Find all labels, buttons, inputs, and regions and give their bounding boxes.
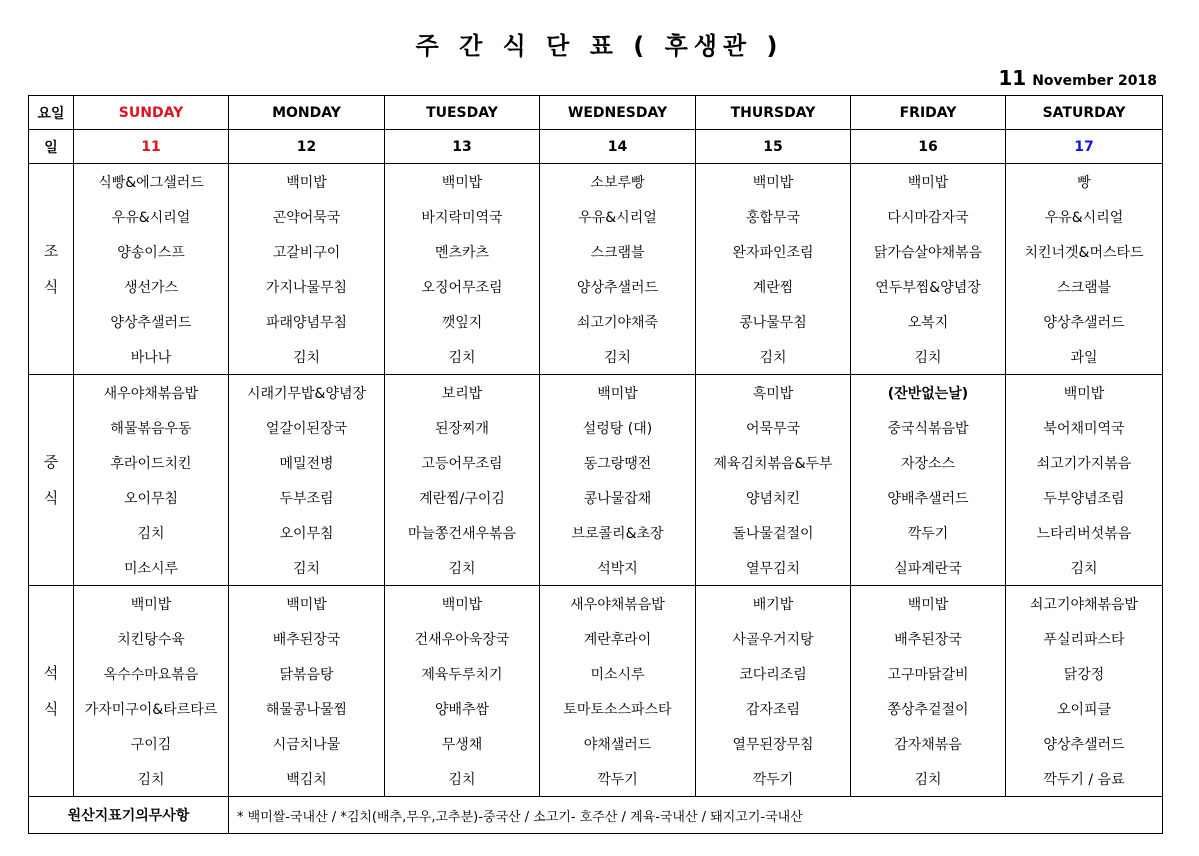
menu-item: 감자조림 xyxy=(696,691,851,726)
menu-item: 백김치 xyxy=(229,761,385,797)
menu-item: 스크램블 xyxy=(540,234,696,269)
menu-item: 김치 xyxy=(540,339,696,375)
menu-item: 새우야채볶음밥 xyxy=(540,586,696,622)
menu-item: 멘츠카츠 xyxy=(385,234,540,269)
dinner-row xyxy=(29,621,1163,656)
dinner-label-char-2: 식 xyxy=(43,700,59,718)
breakfast-row xyxy=(29,304,1163,339)
menu-item: 구이김 xyxy=(74,726,229,761)
menu-item: 가자미구이&타르타르 xyxy=(74,691,229,726)
menu-item: 백미밥 xyxy=(696,164,851,200)
menu-item: 백미밥 xyxy=(851,586,1006,622)
date-saturday: 17 xyxy=(1006,130,1163,164)
menu-item: 보리밥 xyxy=(385,375,540,411)
menu-item: 미소시루 xyxy=(540,656,696,691)
menu-item: 오이무침 xyxy=(229,515,385,550)
date-wednesday: 14 xyxy=(540,130,696,164)
menu-item: 가지나물무침 xyxy=(229,269,385,304)
menu-item: 백미밥 xyxy=(229,586,385,622)
menu-item: 소보루빵 xyxy=(540,164,696,200)
breakfast-row xyxy=(29,269,1163,304)
day-name-wednesday: WEDNESDAY xyxy=(540,96,696,130)
date-row xyxy=(29,130,1163,164)
dinner-label-char-1: 석 xyxy=(43,664,59,682)
menu-item: 식빵&에그샐러드 xyxy=(74,164,229,200)
breakfast-label-char-1: 조 xyxy=(43,242,59,260)
menu-item: 백미밥 xyxy=(540,375,696,411)
menu-item: 제육김치볶음&두부 xyxy=(696,445,851,480)
menu-item: 오복지 xyxy=(851,304,1006,339)
menu-item: 김치 xyxy=(1006,550,1163,586)
menu-item: 흑미밥 xyxy=(696,375,851,411)
menu-item: 양상추샐러드 xyxy=(1006,726,1163,761)
menu-item: 백미밥 xyxy=(1006,375,1163,411)
menu-item: 백미밥 xyxy=(385,586,540,622)
day-name-monday: MONDAY xyxy=(229,96,385,130)
dinner-label xyxy=(29,586,74,797)
menu-item: 돌나물겉절이 xyxy=(696,515,851,550)
menu-item: 양송이스프 xyxy=(74,234,229,269)
menu-item: 김치 xyxy=(229,339,385,375)
menu-item: 쇠고기야채볶음밥 xyxy=(1006,586,1163,622)
menu-item: 깻잎지 xyxy=(385,304,540,339)
menu-item: 푸실리파스타 xyxy=(1006,621,1163,656)
menu-item: 김치 xyxy=(74,761,229,797)
menu-item: 미소시루 xyxy=(74,550,229,586)
menu-item: 감자채볶음 xyxy=(851,726,1006,761)
menu-item: 자장소스 xyxy=(851,445,1006,480)
menu-item: 설렁탕 (대) xyxy=(540,410,696,445)
menu-item: 곤약어묵국 xyxy=(229,199,385,234)
menu-item: 동그랑땡전 xyxy=(540,445,696,480)
menu-item: 해물볶음우동 xyxy=(74,410,229,445)
day-name-thursday: THURSDAY xyxy=(696,96,851,130)
menu-item: 백미밥 xyxy=(74,586,229,622)
breakfast-row xyxy=(29,199,1163,234)
weekday-row xyxy=(29,96,1163,130)
dinner-row xyxy=(29,656,1163,691)
menu-date xyxy=(998,66,1157,90)
menu-item: 김치 xyxy=(851,339,1006,375)
menu-item: 양상추샐러드 xyxy=(1006,304,1163,339)
menu-item: 고등어무조림 xyxy=(385,445,540,480)
menu-item: 우유&시리얼 xyxy=(540,199,696,234)
menu-item: 계란후라이 xyxy=(540,621,696,656)
menu-item: 열무김치 xyxy=(696,550,851,586)
lunch-row xyxy=(29,445,1163,480)
date-month-year: November 2018 xyxy=(1032,73,1157,89)
menu-item: 김치 xyxy=(385,761,540,797)
menu-item: 얼갈이된장국 xyxy=(229,410,385,445)
breakfast-label xyxy=(29,164,74,375)
menu-item: 된장찌개 xyxy=(385,410,540,445)
origin-notice-label: 원산지표기의무사항 xyxy=(29,797,229,834)
menu-item: 코다리조림 xyxy=(696,656,851,691)
menu-item: (잔반없는날) xyxy=(851,375,1006,411)
menu-item: 양상추샐러드 xyxy=(74,304,229,339)
menu-item: 배기밥 xyxy=(696,586,851,622)
menu-item: 김치 xyxy=(385,339,540,375)
day-name-friday: FRIDAY xyxy=(851,96,1006,130)
menu-item: 깍두기 xyxy=(540,761,696,797)
menu-item: 실파계란국 xyxy=(851,550,1006,586)
menu-item: 깍두기 xyxy=(696,761,851,797)
menu-item: 닭강정 xyxy=(1006,656,1163,691)
date-friday: 16 xyxy=(851,130,1006,164)
menu-item: 두부양념조림 xyxy=(1006,480,1163,515)
date-day: 11 xyxy=(998,66,1027,90)
lunch-label-char-1: 중 xyxy=(43,453,59,471)
menu-item: 후라이드치킨 xyxy=(74,445,229,480)
origin-notice-text: * 백미쌀-국내산 / *김치(배추,무우,고추분)-중국산 / 소고기- 호주산 / 계육-국내산 / 돼지고기-국내산 xyxy=(229,797,1163,834)
menu-item: 중국식볶음밥 xyxy=(851,410,1006,445)
date-tuesday: 13 xyxy=(385,130,540,164)
menu-item: 백미밥 xyxy=(851,164,1006,200)
day-name-sunday: SUNDAY xyxy=(74,96,229,130)
menu-item: 오징어무조림 xyxy=(385,269,540,304)
menu-item: 콩나물무침 xyxy=(696,304,851,339)
breakfast-label-char-2: 식 xyxy=(43,278,59,296)
menu-item: 시금치나물 xyxy=(229,726,385,761)
menu-item: 고구마닭갈비 xyxy=(851,656,1006,691)
lunch-row xyxy=(29,515,1163,550)
menu-item: 쇠고기가지볶음 xyxy=(1006,445,1163,480)
menu-item: 열무된장무침 xyxy=(696,726,851,761)
breakfast-row xyxy=(29,164,1163,200)
menu-item: 치킨너겟&머스타드 xyxy=(1006,234,1163,269)
origin-notice-row xyxy=(29,797,1163,834)
menu-item: 백미밥 xyxy=(229,164,385,200)
menu-item: 어묵무국 xyxy=(696,410,851,445)
menu-item: 깍두기 / 음료 xyxy=(1006,761,1163,797)
menu-item: 메밀전병 xyxy=(229,445,385,480)
menu-item: 쇠고기야채죽 xyxy=(540,304,696,339)
dinner-row xyxy=(29,691,1163,726)
lunch-row xyxy=(29,375,1163,411)
menu-item: 사골우거지탕 xyxy=(696,621,851,656)
dinner-row xyxy=(29,586,1163,622)
menu-item: 바지락미역국 xyxy=(385,199,540,234)
menu-item: 제육두루치기 xyxy=(385,656,540,691)
breakfast-row xyxy=(29,234,1163,269)
date-thursday: 15 xyxy=(696,130,851,164)
menu-item: 북어채미역국 xyxy=(1006,410,1163,445)
menu-item: 김치 xyxy=(851,761,1006,797)
menu-item: 계란찜 xyxy=(696,269,851,304)
menu-item: 홍합무국 xyxy=(696,199,851,234)
menu-item: 토마토소스파스타 xyxy=(540,691,696,726)
menu-item: 과일 xyxy=(1006,339,1163,375)
lunch-row xyxy=(29,550,1163,586)
menu-item: 치킨탕수육 xyxy=(74,621,229,656)
lunch-row xyxy=(29,410,1163,445)
lunch-label-char-2: 식 xyxy=(43,489,59,507)
menu-item: 콩나물잡채 xyxy=(540,480,696,515)
menu-item: 다시마감자국 xyxy=(851,199,1006,234)
day-name-tuesday: TUESDAY xyxy=(385,96,540,130)
lunch-row xyxy=(29,480,1163,515)
menu-item: 쫑상추겉절이 xyxy=(851,691,1006,726)
menu-item: 깍두기 xyxy=(851,515,1006,550)
menu-item: 양배추쌈 xyxy=(385,691,540,726)
menu-item: 생선가스 xyxy=(74,269,229,304)
weekly-menu-table xyxy=(28,95,1163,834)
menu-item: 시래기무밥&양념장 xyxy=(229,375,385,411)
menu-item: 오이피클 xyxy=(1006,691,1163,726)
menu-body xyxy=(29,96,1163,834)
menu-item: 완자파인조림 xyxy=(696,234,851,269)
menu-item: 새우야채볶음밥 xyxy=(74,375,229,411)
dinner-row xyxy=(29,726,1163,761)
menu-item: 김치 xyxy=(385,550,540,586)
menu-item: 파래양념무침 xyxy=(229,304,385,339)
menu-item: 김치 xyxy=(229,550,385,586)
menu-item: 배추된장국 xyxy=(851,621,1006,656)
menu-item: 김치 xyxy=(74,515,229,550)
menu-item: 느타리버섯볶음 xyxy=(1006,515,1163,550)
menu-item: 마늘쫑건새우볶음 xyxy=(385,515,540,550)
menu-item: 닭볶음탕 xyxy=(229,656,385,691)
breakfast-row xyxy=(29,339,1163,375)
menu-item: 오이무침 xyxy=(74,480,229,515)
page-title: 주 간 식 단 표 ( 후생관 ) xyxy=(415,32,784,60)
lunch-label xyxy=(29,375,74,586)
menu-item: 야채샐러드 xyxy=(540,726,696,761)
menu-item: 석박지 xyxy=(540,550,696,586)
menu-item: 브로콜리&초장 xyxy=(540,515,696,550)
menu-item: 닭가슴살야채볶음 xyxy=(851,234,1006,269)
day-name-saturday: SATURDAY xyxy=(1006,96,1163,130)
weekday-label: 요일 xyxy=(29,96,74,130)
menu-item: 우유&시리얼 xyxy=(1006,199,1163,234)
menu-item: 빵 xyxy=(1006,164,1163,200)
menu-item: 양배추샐러드 xyxy=(851,480,1006,515)
menu-item: 연두부찜&양념장 xyxy=(851,269,1006,304)
menu-item: 양념치킨 xyxy=(696,480,851,515)
menu-item: 옥수수마요볶음 xyxy=(74,656,229,691)
menu-item: 고갈비구이 xyxy=(229,234,385,269)
menu-item: 건새우아욱장국 xyxy=(385,621,540,656)
menu-item: 계란찜/구이김 xyxy=(385,480,540,515)
menu-item: 스크램블 xyxy=(1006,269,1163,304)
menu-item: 바나나 xyxy=(74,339,229,375)
menu-item: 해물콩나물찜 xyxy=(229,691,385,726)
menu-item: 우유&시리얼 xyxy=(74,199,229,234)
menu-item: 백미밥 xyxy=(385,164,540,200)
menu-item: 배추된장국 xyxy=(229,621,385,656)
menu-item: 무생채 xyxy=(385,726,540,761)
date-sunday: 11 xyxy=(74,130,229,164)
date-monday: 12 xyxy=(229,130,385,164)
menu-item: 양상추샐러드 xyxy=(540,269,696,304)
dinner-row xyxy=(29,761,1163,797)
date-label: 일 xyxy=(29,130,74,164)
menu-item: 두부조림 xyxy=(229,480,385,515)
menu-item: 김치 xyxy=(696,339,851,375)
